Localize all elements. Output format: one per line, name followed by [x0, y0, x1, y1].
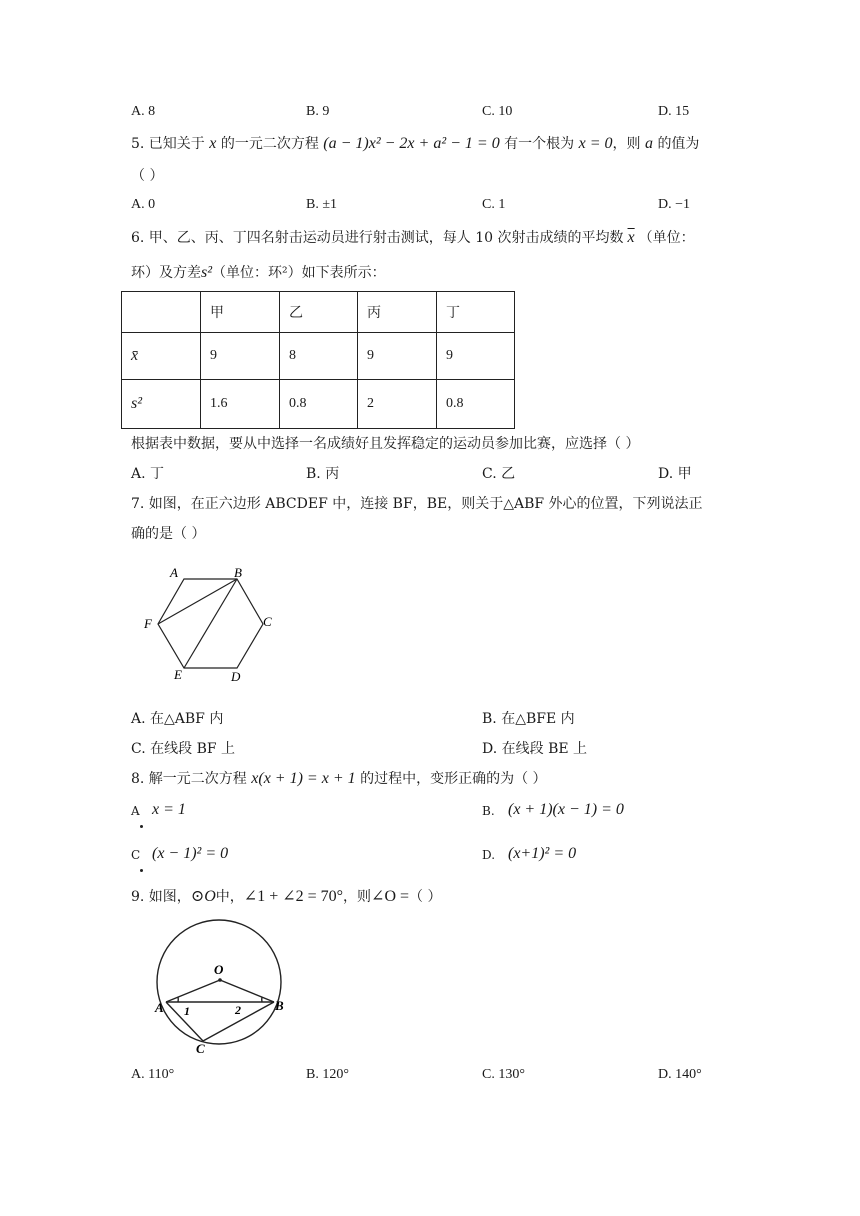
q7-option-c: C. 在线段 BF 上: [131, 741, 236, 757]
segment-bf: [158, 579, 237, 624]
table-cell: 9: [437, 333, 515, 380]
table-cell: 0.8: [280, 380, 358, 429]
label-b: B: [234, 565, 242, 580]
q5-option-c: C. 1: [482, 197, 506, 212]
q9-target: ∠O =: [371, 888, 410, 905]
label-a: A: [170, 565, 178, 580]
label-o: O: [214, 962, 224, 977]
segment-ob: [220, 980, 274, 1002]
q9-option-c: C. 130°: [482, 1067, 525, 1082]
q8-option-b-math: (x + 1)(x − 1) = 0: [508, 801, 624, 818]
q5-option-b: B. ±1: [306, 197, 338, 212]
q6-option-d: D. 甲: [658, 466, 692, 482]
label-e: E: [174, 667, 182, 682]
q5-stem: 5. 已知关于 x 的一元二次方程 (a − 1)x² − 2x + a² − 1 = 0 有一个根为 x = 0，则 a 的值为: [131, 135, 700, 152]
label-c: C: [196, 1041, 205, 1056]
q8-option-a-letter: A: [131, 804, 140, 818]
q7-stem-line1: 7. 如图，在正六边形 ABCDEF 中，连接 BF，BE，则关于△ABF 外心的位置，下列说法正: [131, 496, 703, 512]
label-angle-2: 2: [235, 1003, 241, 1017]
q4-option-b: B. 9: [306, 104, 330, 119]
q6-s2-symbol: s²: [201, 264, 213, 281]
label-f: F: [144, 616, 152, 631]
q4-option-d: D. 15: [658, 104, 690, 119]
q8-equation: x(x + 1) = x + 1: [251, 770, 356, 787]
q9-circle-figure: [128, 910, 308, 1060]
q9-option-d: D. 140°: [658, 1067, 702, 1082]
q5-option-a: A. 0: [131, 197, 156, 212]
q5-equation: (a − 1)x² − 2x + a² − 1 = 0: [323, 135, 500, 152]
table-row-label: x̄: [122, 333, 201, 380]
q7-option-d: D. 在线段 BE 上: [482, 741, 588, 757]
q9-stem: 9. 如图，⊙O中，∠1 + ∠2 = 70°，则∠O =（ ）: [131, 888, 442, 905]
circle-o: [157, 920, 281, 1044]
q7-stem-line2: 确的是（ ）: [131, 526, 206, 542]
segment-be: [184, 579, 237, 668]
table-header-cell: 乙: [280, 292, 358, 333]
q8-option-d-letter: D.: [482, 848, 496, 862]
q9-condition: ∠1 + ∠2 = 70°: [243, 888, 344, 905]
table-header-cell: 甲: [201, 292, 280, 333]
center-point: [218, 978, 222, 982]
q8-option-a-math: x = 1: [152, 801, 186, 818]
q7-option-b: B. 在△BFE 内: [482, 711, 575, 727]
q6-stem-line1: 6. 甲、乙、丙、丁四名射击运动员进行射击测试，每人 10 次射击成绩的平均数 $\overline{x}$ （单位：: [131, 229, 695, 246]
table-row: [122, 380, 515, 429]
bullet-dot: [140, 869, 143, 872]
table-cell: 8: [280, 333, 358, 380]
q7-option-a: A. 在△ABF 内: [131, 711, 224, 727]
q8-option-c-letter: C: [131, 848, 141, 862]
table-cell: 9: [358, 333, 437, 380]
table-header-cell: 丁: [437, 292, 515, 333]
table-header-cell: [122, 292, 201, 333]
q9-circle-symbol: ⊙O: [190, 888, 216, 905]
table-row: [122, 333, 515, 380]
q6-stem-line2: 环）及方差s²（单位：环²）如下表所示：: [131, 264, 386, 281]
q6-after-table: 根据表中数据，要从中选择一名成绩好且发挥稳定的运动员参加比赛，应选择（ ）: [131, 436, 640, 452]
q7-hexagon-figure: [140, 560, 290, 690]
q8-option-d-math: (x+1)² = 0: [508, 845, 577, 862]
table-cell: 9: [201, 333, 280, 380]
table-cell: 1.6: [201, 380, 280, 429]
segment-oa: [166, 980, 220, 1002]
label-d: D: [231, 669, 241, 684]
label-angle-1: 1: [184, 1004, 190, 1018]
q9-option-a: A. 110°: [131, 1067, 175, 1082]
q6-option-c: C. 乙: [482, 466, 516, 482]
bullet-dot: [140, 825, 143, 828]
q6-xbar-symbol: $\overline{x}$: [627, 229, 635, 246]
table-row-label: s²: [122, 380, 201, 429]
q9-option-b: B. 120°: [306, 1067, 349, 1082]
q4-option-a: A. 8: [131, 104, 156, 119]
table-cell: 2: [358, 380, 437, 429]
q6-option-a: A. 丁: [131, 466, 165, 482]
table-cell: 0.8: [437, 380, 515, 429]
table-header-cell: 丙: [358, 292, 437, 333]
q5-option-d: D. −1: [658, 197, 691, 212]
q6-option-b: B. 丙: [306, 466, 340, 482]
q4-option-c: C. 10: [482, 104, 513, 119]
q8-stem: 8. 解一元二次方程 x(x + 1) = x + 1 的过程中，变形正确的为（ ）: [131, 770, 547, 787]
q5-answer-paren: （ ）: [131, 168, 164, 184]
label-a: A: [155, 1000, 164, 1015]
q5-root: x = 0: [578, 135, 613, 152]
q8-option-b-letter: B.: [482, 804, 495, 818]
q6-table: [121, 291, 515, 429]
label-c: C: [263, 614, 272, 629]
label-b: B: [275, 998, 284, 1013]
table-header-row: [122, 292, 515, 333]
q8-option-c-math: (x − 1)² = 0: [152, 845, 229, 862]
